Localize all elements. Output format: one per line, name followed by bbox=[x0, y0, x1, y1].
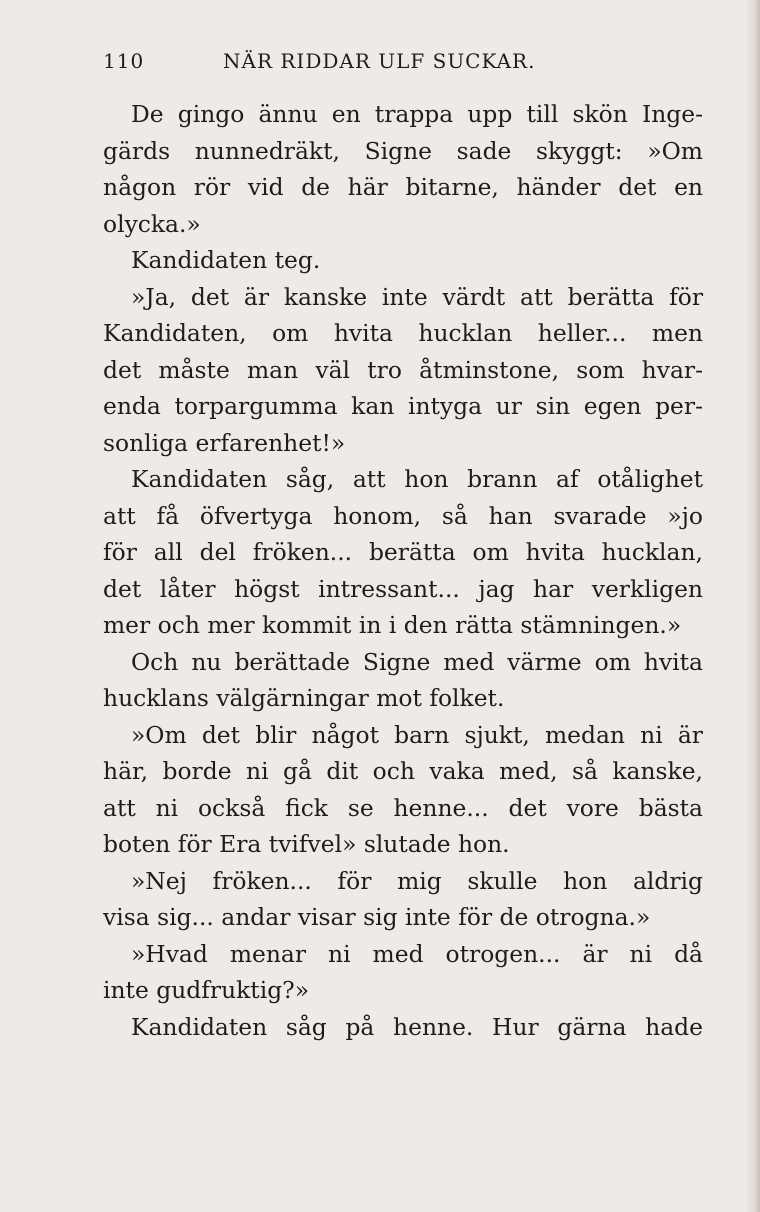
text-line: enda torpargumma kan intyga ur sin egen per- bbox=[103, 392, 703, 420]
text-line: det låter högst intressant... jag har verkligen bbox=[103, 574, 703, 603]
text-line: olycka.» bbox=[103, 209, 201, 238]
text-line: »Hvad menar ni med otrogen... är ni då bbox=[131, 939, 703, 968]
page-number: 110 bbox=[103, 49, 145, 73]
text-line: Kandidaten, om hvita hucklan heller... men bbox=[103, 319, 703, 347]
running-head: NÄR RIDDAR ULF SUCKAR. bbox=[223, 49, 536, 73]
text-line: boten för Era tvifvel» slutade hon. bbox=[103, 830, 510, 858]
body-text bbox=[103, 96, 703, 1045]
text-line: »Om det blir något barn sjukt, medan ni är bbox=[131, 720, 703, 749]
text-line: att få öfvertyga honom, så han svarade »jo bbox=[103, 501, 703, 530]
text-line: De gingo ännu en trappa upp till skön Inge- bbox=[131, 100, 703, 128]
text-line: mer och mer kommit in i den rätta stämningen.» bbox=[103, 611, 682, 639]
text-line: Kandidaten såg, att hon brann af otålighet bbox=[131, 465, 703, 493]
text-line: Och nu berättade Signe med värme om hvita bbox=[131, 647, 703, 676]
text-line: gärds nunnedräkt, Signe sade skyggt: »Om bbox=[103, 136, 703, 165]
text-line: det måste man väl tro åtminstone, som hvar- bbox=[103, 355, 703, 384]
text-line: här, borde ni gå dit och vaka med, så kanske, bbox=[103, 757, 703, 785]
text-line: någon rör vid de här bitarne, händer det en bbox=[103, 173, 703, 201]
text-line: att ni också fick se henne... det vore bästa bbox=[103, 793, 703, 822]
text-line: för all del fröken... berätta om hvita hucklan, bbox=[103, 538, 703, 566]
text-line: hucklans välgärningar mot folket. bbox=[103, 684, 505, 712]
page-header bbox=[103, 44, 703, 80]
text-line: Kandidaten teg. bbox=[131, 246, 321, 274]
text-line: »Nej fröken... för mig skulle hon aldrig bbox=[131, 866, 703, 895]
text-line: visa sig... andar visar sig inte för de otrogna.» bbox=[103, 903, 651, 931]
text-line: inte gudfruktig?» bbox=[103, 976, 310, 1004]
text-line: sonliga erfarenhet!» bbox=[103, 428, 346, 457]
text-line: »Ja, det är kanske inte värdt att berätta för bbox=[131, 282, 703, 311]
text-line: Kandidaten såg på henne. Hur gärna hade bbox=[131, 1012, 703, 1041]
page-edge-shadow bbox=[746, 0, 760, 1212]
